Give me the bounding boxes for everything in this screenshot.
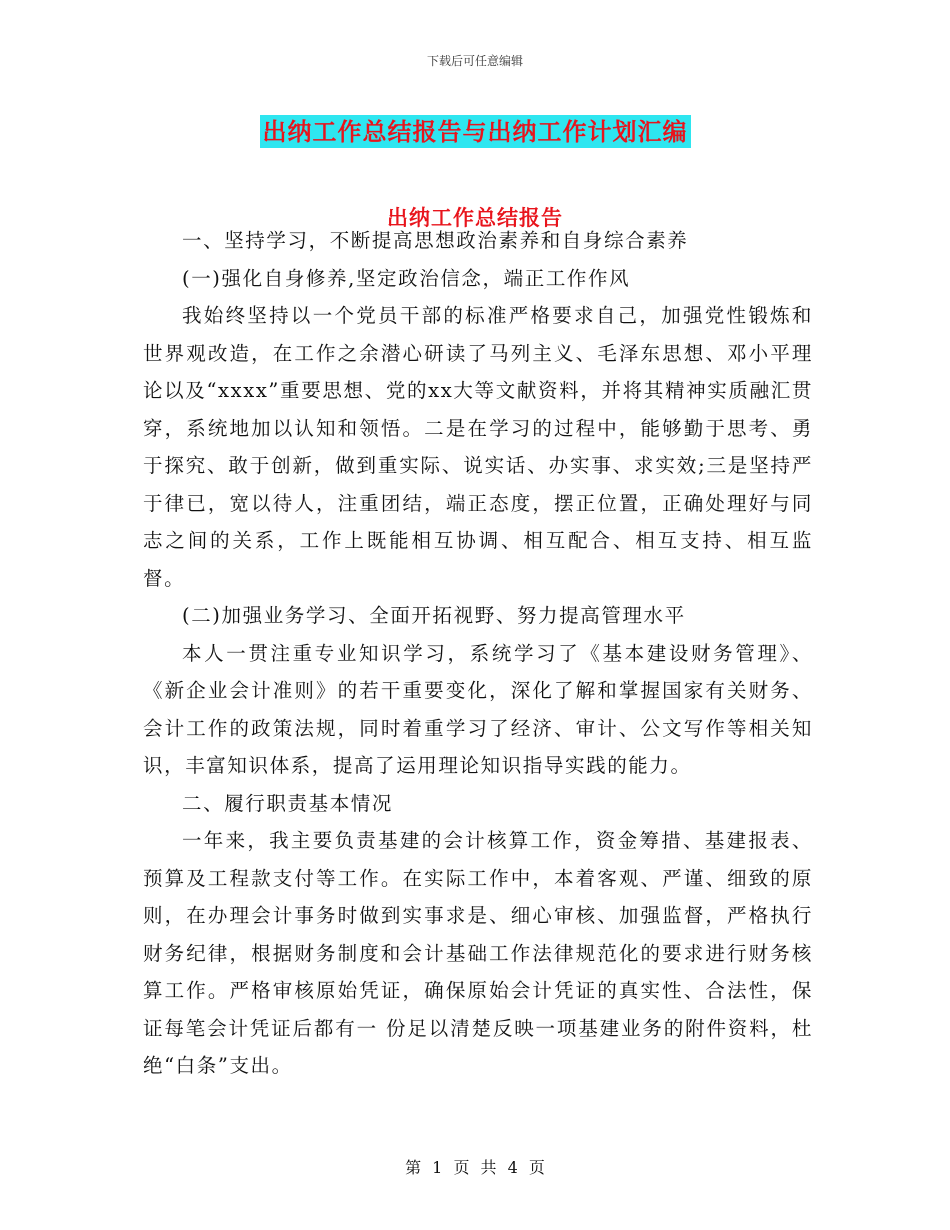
paragraph: 我始终坚持以一个党员干部的标准严格要求自己，加强党性锻炼和世界观改造，在工作之余潜心研读了马列主义、毛泽东思想、邓小平理论以及“xxxx”重要思想、党的xx大等文献资料，并将其精神实质融汇贯穿，系统地加以认知和领悟。二是在学习的过程中，能够勤于思考、勇于探究、敢于创新，做到重实际、说实话、办实事、求实效;三是坚持严于律已，宽以待人，注重团结，端正态度，摆正位置，正确处理好与同志之间的关系，工作上既能相互协调、相互配合、相互支持、相互监督。 [143,304,813,590]
subheading-2: (二)加强业务学习、全面开拓视野、努力提高管理水平 [182,604,686,627]
document-title [0,112,950,147]
page-number-footer: 第 1 页 共 4 页 [405,1158,545,1177]
paragraph: 本人一贯注重专业知识学习，系统学习了《基本建设财务管理》、《新企业会计准则》的若干重要变化，深化了解和掌握国家有关财务、会计工作的政策法规，同时着重学习了经济、审计、公文写作等相关知识，丰富知识体系，提高了运用理论知识指导实践的能力。 [143,641,813,777]
heading-1: 一、坚持学习，不断提高思想政治素养和自身综合素养 [182,229,689,252]
document-body [143,222,813,1085]
subheading-1: (一)强化自身修养,坚定政治信念，端正工作作风 [182,266,631,290]
paragraph: 一年来，我主要负责基建的会计核算工作，资金筹措、基建报表、预算及工程款支付等工作。在实际工作中，本着客观、严谨、细致的原则，在办理会计事务时做到实事求是、细心审核、加强监督，严格执行财务纪律，根据财务制度和会计基础工作法律规范化的要求进行财务核算工作。严格审核原始凭证，确保原始会计凭证的真实性、合法性，保证每笔会计凭证后都有一 份足以清楚反映一项基建业务的附件资料，杜绝“白条”支出。 [143,829,813,1077]
section-title: 出纳工作总结报告 [387,205,563,230]
header-note: 下载后可任意编辑 [426,54,523,68]
document-title-text: 出纳工作总结报告与出纳工作计划汇编 [260,115,691,148]
heading-2: 二、履行职责基本情况 [182,791,394,815]
